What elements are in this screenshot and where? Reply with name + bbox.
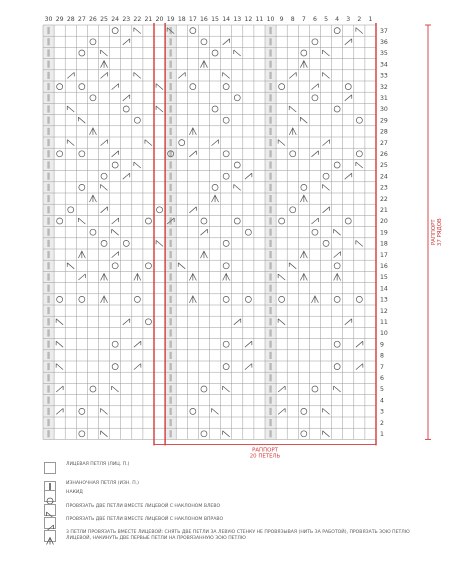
purl-stitch-mark xyxy=(269,38,271,45)
row-label: 13 xyxy=(380,296,388,304)
purl-stitch-mark xyxy=(269,173,271,180)
purl-stitch-mark xyxy=(169,173,171,180)
purl-stitch-mark xyxy=(169,419,171,426)
row-label: 2 xyxy=(380,419,384,427)
legend-text: ЛИЦЕВАЯ ПЕТЛЯ (ЛИЦ. П.) xyxy=(66,462,130,467)
row-label: 22 xyxy=(380,195,388,203)
purl-stitch-mark xyxy=(169,341,171,348)
purl-stitch-mark xyxy=(169,285,171,292)
purl-stitch-mark xyxy=(47,128,49,135)
purl-stitch-mark xyxy=(269,49,271,56)
purl-stitch-mark xyxy=(169,363,171,370)
row-label: 11 xyxy=(380,319,388,326)
legend-text: ИЗНАНОЧНАЯ ПЕТЛЯ (ИЗН. П.) xyxy=(66,481,139,486)
purl-stitch-mark xyxy=(47,341,49,348)
purl-stitch-mark xyxy=(269,318,271,325)
row-label: 12 xyxy=(380,307,388,315)
legend-text: ПРОВЯЗАТЬ ДВЕ ПЕТЛИ ВМЕСТЕ ЛИЦЕВОЙ С НАКЛОНОМ ВЛЕВО xyxy=(66,504,221,509)
column-label: 7 xyxy=(301,16,306,23)
legend-item xyxy=(44,504,220,516)
purl-stitch-mark xyxy=(47,61,49,68)
purl-stitch-mark xyxy=(169,430,171,437)
row-label: 17 xyxy=(380,251,388,259)
purl-stitch-mark xyxy=(47,262,49,269)
column-label: 2 xyxy=(357,16,362,23)
legend-text: ПРОВЯЗАТЬ ДВЕ ПЕТЛИ ВМЕСТЕ ЛИЦЕВОЙ С НАКЛОНОМ ВПРАВО xyxy=(66,517,224,522)
row-label: 33 xyxy=(380,72,388,80)
purl-stitch-mark xyxy=(169,72,171,79)
purl-stitch-mark xyxy=(269,273,271,280)
column-label: 26 xyxy=(89,16,97,23)
purl-stitch-mark xyxy=(47,307,49,314)
column-label: 10 xyxy=(266,16,275,23)
purl-stitch-mark xyxy=(169,128,171,135)
knit-stitch-icon xyxy=(44,462,56,474)
legend-item xyxy=(44,517,223,529)
purl-stitch-mark xyxy=(47,229,49,236)
purl-stitch-mark xyxy=(269,206,271,213)
purl-stitch-mark xyxy=(169,374,171,381)
purl-stitch-mark xyxy=(169,61,171,68)
row-label: 23 xyxy=(380,184,388,192)
purl-stitch-mark xyxy=(47,273,49,280)
purl-stitch-mark xyxy=(47,206,49,213)
row-label: 29 xyxy=(380,117,388,125)
purl-stitch-mark xyxy=(47,285,49,292)
purl-stitch-mark xyxy=(169,329,171,336)
column-label: 14 xyxy=(222,16,231,23)
purl-stitch-mark xyxy=(269,419,271,426)
column-label: 5 xyxy=(324,16,329,23)
purl-stitch-mark xyxy=(47,251,49,258)
column-label: 30 xyxy=(44,16,53,23)
row-label: 5 xyxy=(380,386,384,394)
row-label: 10 xyxy=(380,330,388,338)
purl-stitch-mark xyxy=(47,374,49,381)
k2tog-right-icon xyxy=(44,517,56,529)
row-label: 26 xyxy=(380,151,388,158)
purl-stitch-mark xyxy=(169,184,171,191)
column-label: 11 xyxy=(255,16,264,23)
row-label: 4 xyxy=(380,397,384,405)
purl-stitch-mark xyxy=(47,38,49,45)
purl-stitch-mark xyxy=(269,374,271,381)
purl-stitch-mark xyxy=(47,240,49,247)
column-label: 23 xyxy=(122,16,131,23)
column-label: 25 xyxy=(100,16,108,23)
column-label: 6 xyxy=(312,16,317,23)
legend-item xyxy=(44,490,83,502)
purl-stitch-mark xyxy=(269,251,271,258)
purl-stitch-mark xyxy=(269,385,271,392)
purl-stitch-mark xyxy=(269,184,271,191)
column-label: 20 xyxy=(155,16,164,23)
purl-stitch-mark xyxy=(269,105,271,112)
purl-stitch-mark xyxy=(269,352,271,359)
purl-stitch-mark xyxy=(47,83,49,90)
row-label: 34 xyxy=(380,61,388,69)
legend-text: НАКИД xyxy=(66,490,83,495)
purl-stitch-mark xyxy=(47,217,49,224)
column-label: 8 xyxy=(290,16,295,23)
repeat-vertical-label: РАППОРТ xyxy=(431,219,437,246)
purl-stitch-mark xyxy=(47,117,49,124)
row-label: 27 xyxy=(380,139,388,147)
purl-stitch-mark xyxy=(169,117,171,124)
purl-stitch-mark xyxy=(47,385,49,392)
row-label: 8 xyxy=(380,352,384,360)
purl-stitch-mark xyxy=(47,318,49,325)
purl-stitch-mark xyxy=(47,27,49,34)
purl-stitch-mark xyxy=(47,329,49,336)
purl-stitch-mark xyxy=(269,161,271,168)
purl-stitch-mark xyxy=(169,273,171,280)
purl-stitch-mark xyxy=(269,430,271,437)
column-label: 18 xyxy=(177,16,186,23)
purl-stitch-mark xyxy=(169,296,171,303)
row-label: 1 xyxy=(380,431,384,438)
purl-stitch-mark xyxy=(269,139,271,146)
yarn-over-icon xyxy=(44,490,56,502)
row-label: 25 xyxy=(380,162,388,170)
row-label: 19 xyxy=(380,229,388,237)
column-label: 29 xyxy=(55,16,64,23)
legend-item xyxy=(44,462,129,474)
purl-stitch-mark xyxy=(269,128,271,135)
purl-stitch-mark xyxy=(269,240,271,247)
purl-stitch-mark xyxy=(169,83,171,90)
purl-stitch-mark xyxy=(47,296,49,303)
row-label: 31 xyxy=(380,95,388,102)
purl-stitch-mark xyxy=(269,329,271,336)
column-label: 16 xyxy=(200,16,208,23)
column-label: 21 xyxy=(144,16,153,23)
purl-stitch-mark xyxy=(47,430,49,437)
row-label: 20 xyxy=(380,218,388,226)
purl-stitch-mark xyxy=(269,195,271,202)
row-label: 7 xyxy=(380,363,384,371)
purl-stitch-mark xyxy=(169,229,171,236)
purl-stitch-mark xyxy=(47,49,49,56)
column-label: 27 xyxy=(77,16,86,23)
legend-text: 3 ПЕТЛИ ПРОВЯЗАТЬ ВМЕСТЕ ЛИЦЕВОЙ: СНЯТЬ ДВЕ ПЕТЛИ ЗА ЛЕВУЮ СТЕНКУ НЕ ПРОВЯЗЫВАЯ (НИТЬ ЗА РАБОТОЙ), ПРОВЯЗАТЬ ЗОЮ ПЕТЛЮ ЛИЦЕВОЙ, НАКИНУТЬ ДВЕ ПЕРВЫЕ ПЕТЛИ НА ПРОВЯЗАННУЮ ЗОЮ ПЕТЛЮ xyxy=(66,530,410,541)
column-label: 17 xyxy=(188,16,197,23)
row-label: 3 xyxy=(380,408,384,416)
purl-stitch-mark xyxy=(47,150,49,157)
purl-stitch-mark xyxy=(47,94,49,101)
purl-stitch-mark xyxy=(269,27,271,34)
k2tog-left-icon xyxy=(44,504,56,516)
purl-stitch-mark xyxy=(169,139,171,146)
purl-stitch-mark xyxy=(269,296,271,303)
purl-stitch-mark xyxy=(269,61,271,68)
purl-stitch-mark xyxy=(169,408,171,415)
purl-stitch-mark xyxy=(169,385,171,392)
repeat-horizontal-sublabel: 20 ПЕТЕЛЬ xyxy=(249,453,281,460)
row-label: 6 xyxy=(380,375,384,382)
purl-stitch-mark xyxy=(47,105,49,112)
purl-stitch-mark xyxy=(169,307,171,314)
column-label: 13 xyxy=(233,16,242,23)
purl-stitch-mark xyxy=(47,195,49,202)
purl-stitch-mark xyxy=(47,408,49,415)
row-label: 14 xyxy=(380,285,388,293)
row-label: 32 xyxy=(380,83,388,91)
column-label: 12 xyxy=(244,16,253,23)
purl-stitch-mark xyxy=(269,229,271,236)
purl-stitch-mark xyxy=(269,262,271,269)
purl-stitch-mark xyxy=(169,161,171,168)
purl-stitch-mark xyxy=(47,397,49,404)
column-label: 22 xyxy=(133,16,142,23)
purl-stitch-mark xyxy=(269,307,271,314)
row-label: 30 xyxy=(380,106,388,114)
row-label: 36 xyxy=(380,39,388,46)
row-label: 24 xyxy=(380,173,388,181)
purl-stitch-mark xyxy=(269,94,271,101)
purl-stitch-mark xyxy=(269,408,271,415)
row-label: 37 xyxy=(380,27,388,35)
purl-stitch-mark xyxy=(47,184,49,191)
purl-stitch-mark xyxy=(169,251,171,258)
purl-stitch-mark xyxy=(169,240,171,247)
purl-stitch-mark xyxy=(47,173,49,180)
purl-stitch-mark xyxy=(169,397,171,404)
purl-stitch-mark xyxy=(47,363,49,370)
purl-stitch-mark xyxy=(47,139,49,146)
purl-stitch-mark xyxy=(47,161,49,168)
row-label: 28 xyxy=(380,128,388,136)
purl-stitch-mark xyxy=(169,352,171,359)
purl-stitch-mark xyxy=(47,72,49,79)
column-label: 9 xyxy=(279,16,284,23)
purl-stitch-mark xyxy=(169,38,171,45)
purl-stitch-mark xyxy=(269,83,271,90)
purl-stitch-mark xyxy=(269,285,271,292)
column-label: 3 xyxy=(346,16,351,23)
repeat-vertical-sublabel: 37 РЯДОВ xyxy=(437,218,443,247)
row-label: 9 xyxy=(380,341,384,349)
column-label: 1 xyxy=(368,16,373,23)
row-label: 21 xyxy=(380,207,388,214)
column-label: 24 xyxy=(111,16,120,23)
column-label: 19 xyxy=(166,16,175,23)
purl-stitch-mark xyxy=(169,195,171,202)
purl-stitch-mark xyxy=(169,206,171,213)
k3tog-icon xyxy=(44,530,56,542)
purl-stitch-mark xyxy=(169,318,171,325)
column-label: 15 xyxy=(211,16,219,23)
purl-stitch-mark xyxy=(269,397,271,404)
row-label: 18 xyxy=(380,240,388,248)
purl-stitch-mark xyxy=(269,217,271,224)
legend-item xyxy=(44,530,426,542)
purl-stitch-mark xyxy=(169,105,171,112)
purl-stitch-mark xyxy=(169,262,171,269)
row-label: 16 xyxy=(380,263,388,270)
purl-stitch-mark xyxy=(47,352,49,359)
purl-stitch-mark xyxy=(269,117,271,124)
row-label: 15 xyxy=(380,274,388,282)
column-label: 28 xyxy=(66,16,75,23)
row-label: 35 xyxy=(380,50,388,58)
purl-stitch-mark xyxy=(47,419,49,426)
purl-stitch-mark xyxy=(269,341,271,348)
purl-stitch-mark xyxy=(269,150,271,157)
purl-stitch-mark xyxy=(269,363,271,370)
column-label: 4 xyxy=(335,16,340,23)
purl-stitch-mark xyxy=(269,72,271,79)
purl-stitch-mark xyxy=(169,94,171,101)
purl-stitch-mark xyxy=(169,49,171,56)
repeat-horizontal-label: РАППОРТ xyxy=(252,447,278,454)
